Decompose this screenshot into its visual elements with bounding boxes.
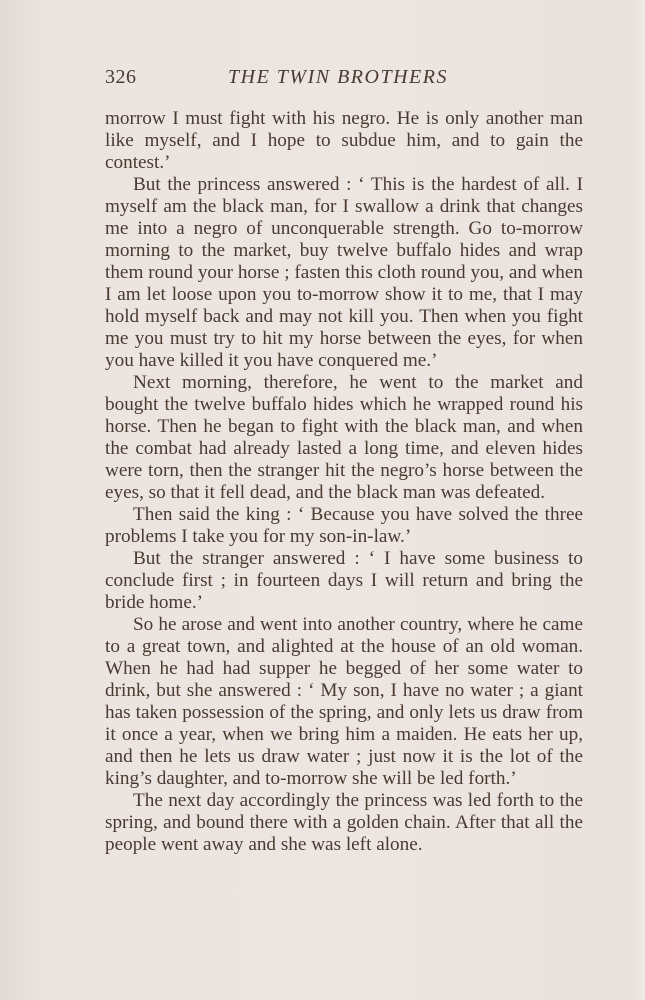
paragraph: Then said the king : ‘ Because you have solved the three problems I take you for my son-in-law.’ <box>105 504 583 547</box>
paragraph: But the stranger answered : ‘ I have some business to conclude first ; in fourteen days I will return and bring the bride home.’ <box>105 548 583 613</box>
paragraph: Next morning, therefore, he went to the market and bought the twelve buffalo hides which he wrapped round his horse. Then he began to fight with the black man, and when the combat had already lasted a long time, and eleven hides were torn, then the stranger hit the negro’s horse between the eyes, so that it fell dead, and the black man was defeated. <box>105 372 583 503</box>
body-text <box>105 108 583 856</box>
page-number: 326 <box>105 66 137 88</box>
paragraph: But the princess answered : ‘ This is the hardest of all. I myself am the black man, for I swallow a drink that changes me into a negro of unconquerable strength. Go to-morrow morning to the market, buy twelve buffalo hides and wrap them round your horse ; fasten this cloth round you, and when I am let loose upon you to-morrow show it to me, that I may hold myself back and may not kill you. Then when you fight me you must try to hit my horse between the eyes, for when you have killed it you have conquered me.’ <box>105 174 583 371</box>
paragraph: The next day accordingly the princess was led forth to the spring, and bound there with a golden chain. After that all the people went away and she was left alone. <box>105 790 583 855</box>
paragraph: So he arose and went into another country, where he came to a great town, and alighted at the house of an old woman. When he had had supper he begged of her some water to drink, but she answered : ‘ My son, I have no water ; a giant has taken possession of the spring, and only lets us draw from it once a year, when we bring him a maiden. He eats her up, and then he lets us draw water ; just now it is the lot of the king’s daughter, and to-morrow she will be led forth.’ <box>105 614 583 789</box>
page-edge-shadow <box>631 0 645 1000</box>
running-header <box>105 66 585 96</box>
paragraph-continued: morrow I must fight with his negro. He is only another man like myself, and I hope to subdue him, and to gain the contest.’ <box>105 108 583 173</box>
running-title: THE TWIN BROTHERS <box>228 66 448 88</box>
